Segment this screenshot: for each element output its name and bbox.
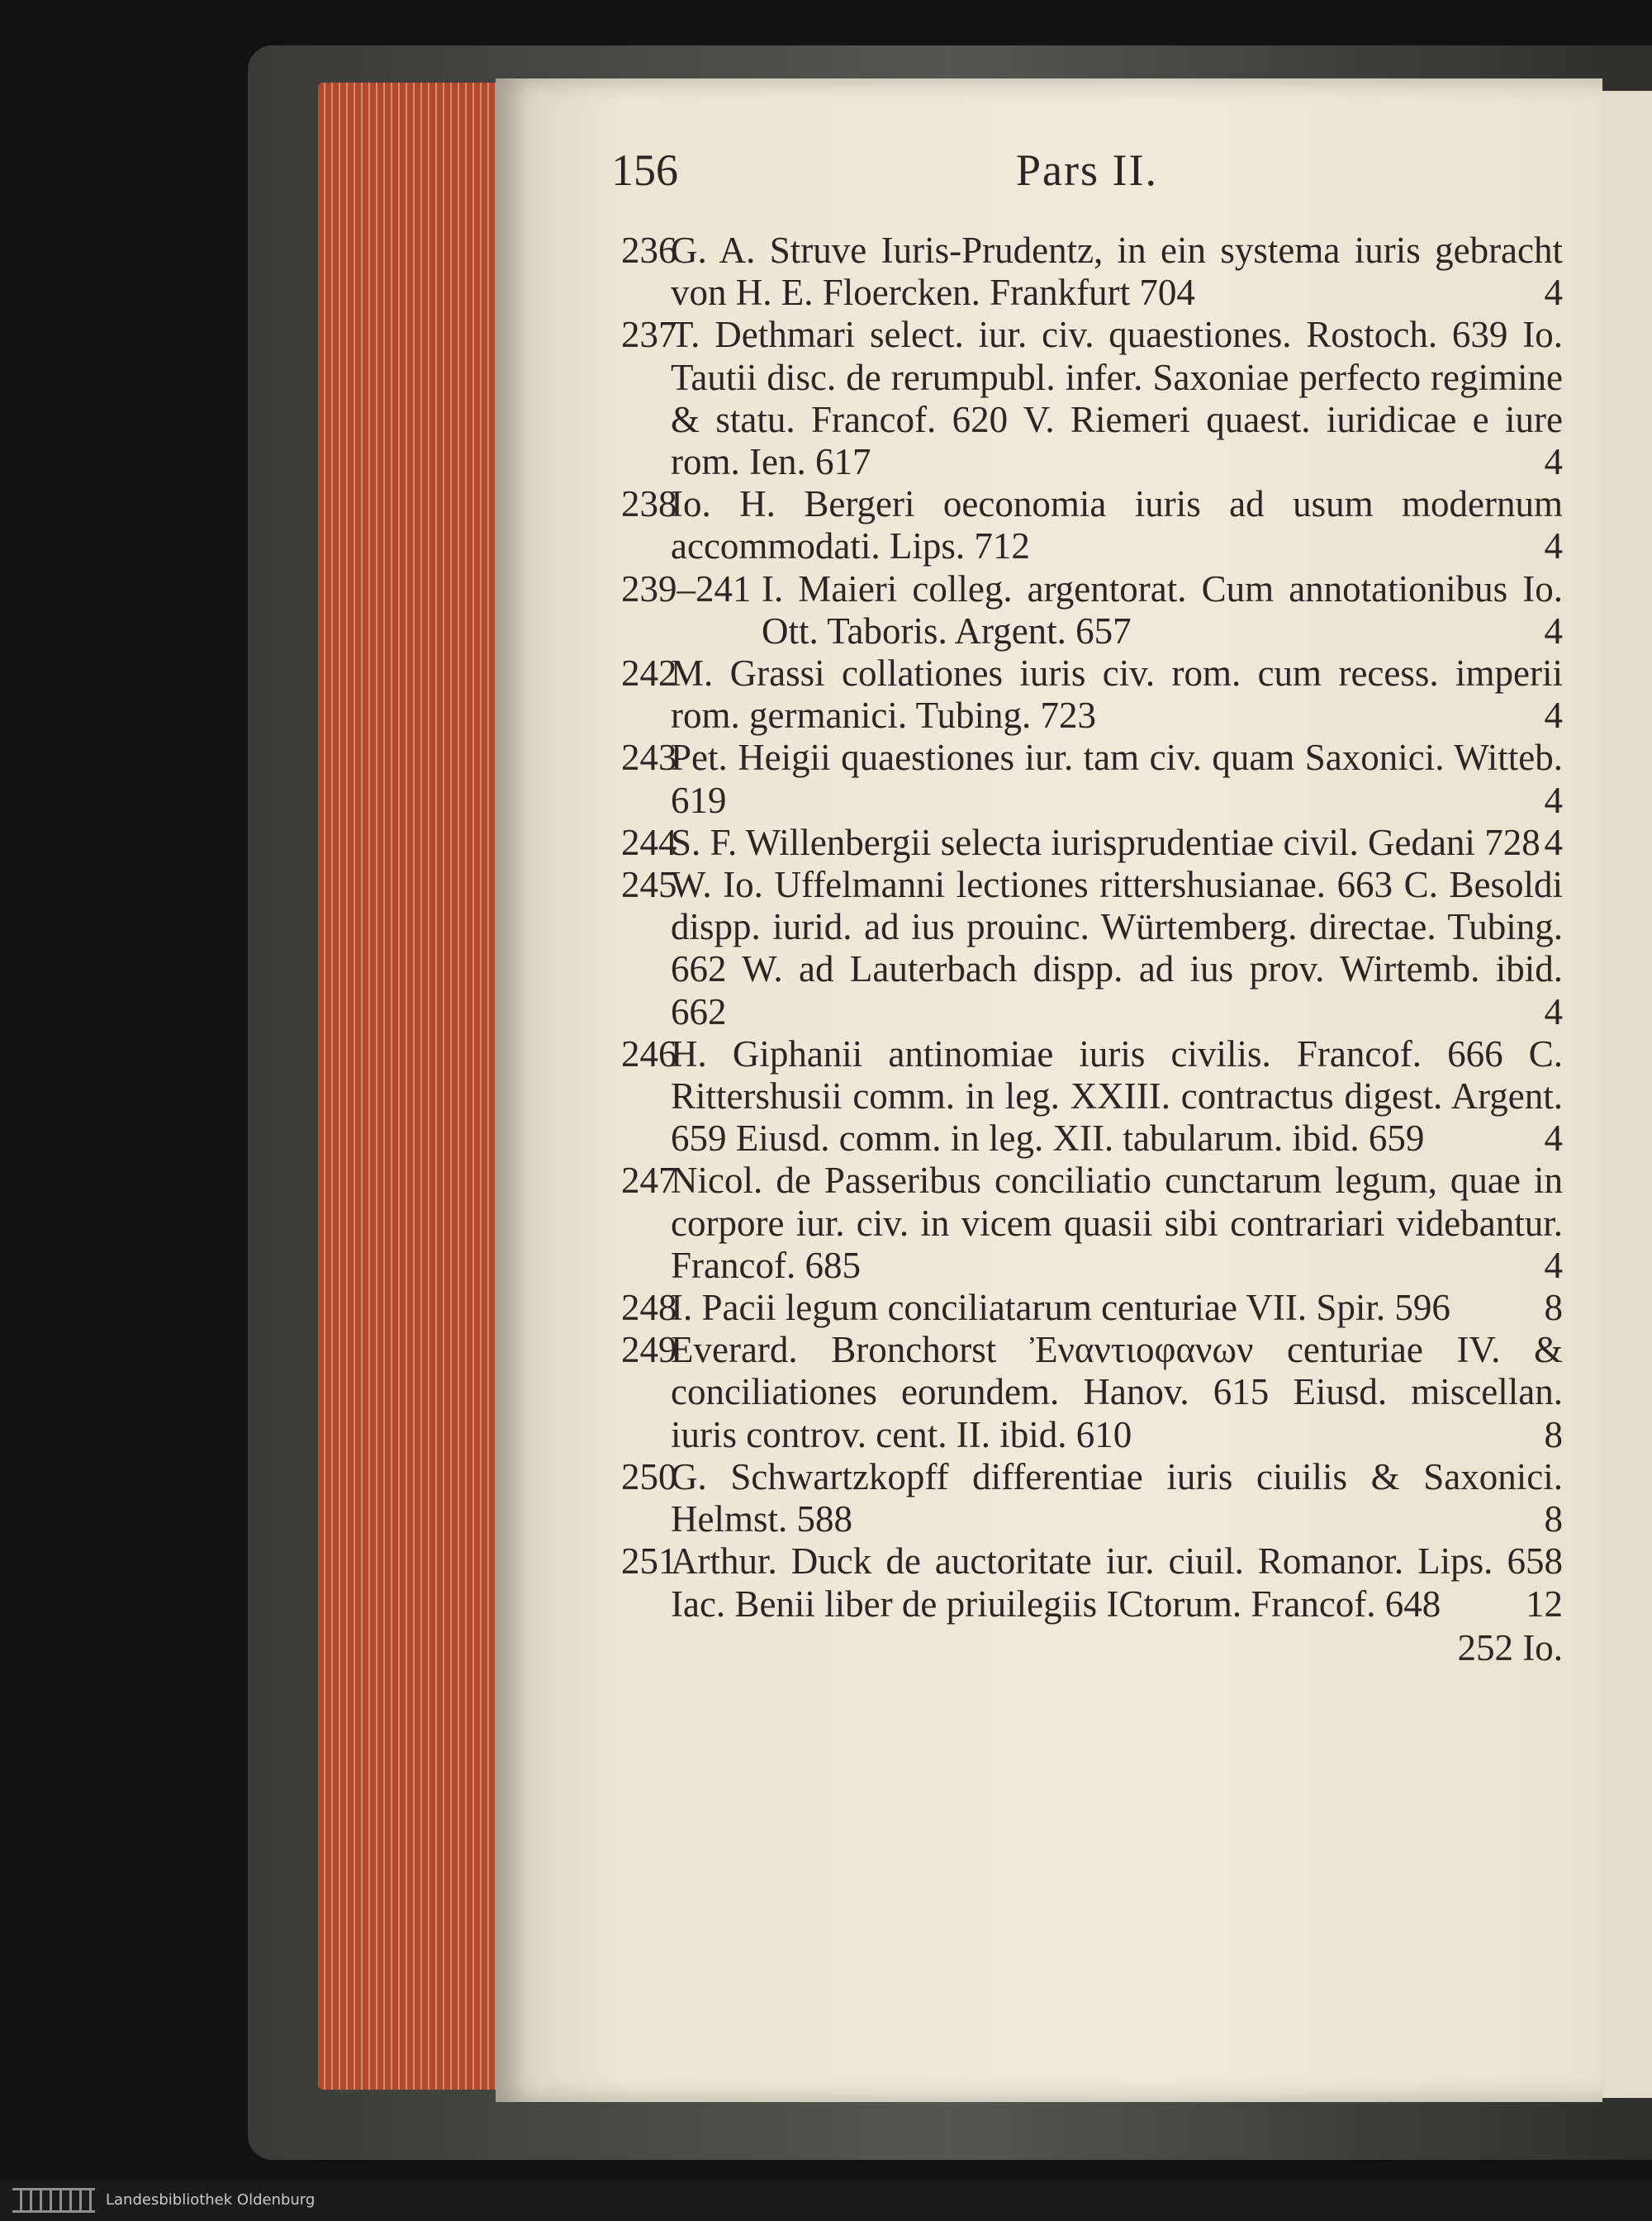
entry-number: 251 <box>621 1540 677 1583</box>
catalog-entry <box>621 737 1563 821</box>
footer-bar <box>0 2181 1652 2221</box>
entry-price: 8 <box>1544 1498 1563 1540</box>
entry-price: 4 <box>1544 441 1563 483</box>
catalog-entry <box>621 1287 1563 1329</box>
entry-number: 247 <box>621 1160 677 1202</box>
page-edges <box>318 83 516 2090</box>
entry-number: 248 <box>621 1287 677 1329</box>
entry-price: 4 <box>1544 990 1563 1032</box>
entry-text: W. Io. Uffelmanni lectiones rittershusianae. 663 C. Besoldi dispp. iurid. ad ius prouinc. Würtemberg. directae. Tubing. 662 W. ad Lauterbach dispp. ad ius prov. Wirtemb. ibid. 662 <box>671 864 1563 1032</box>
entry-number: 246 <box>621 1032 677 1075</box>
running-head: Pars II. <box>1016 145 1158 195</box>
entry-text: I. Maieri colleg. argentorat. Cum annotationibus Io. Ott. Taboris. Argent. 657 <box>762 567 1563 652</box>
catalog-entry <box>621 483 1563 567</box>
entry-price: 4 <box>1544 610 1563 652</box>
entry-number: 242 <box>621 653 677 695</box>
entry-text: Everard. Bronchorst Ἐναντιοφανων centuriae IV. & conciliationes eorundem. Hanov. 615 Eiusd. miscellan. iuris controv. cent. II. ibid. 610 <box>671 1329 1563 1455</box>
entry-text: M. Grassi collationes iuris civ. rom. cum recess. imperii rom. germanici. Tubing. 723 <box>671 653 1563 737</box>
entry-price: 4 <box>1544 272 1563 314</box>
facing-page-edge <box>1602 91 1652 2098</box>
entry-number: 249 <box>621 1329 677 1371</box>
catalog-entry <box>621 568 1563 653</box>
library-logo-icon <box>12 2188 95 2213</box>
catalog-entry <box>621 1456 1563 1540</box>
catalog-entries <box>621 230 1563 1669</box>
entry-price: 12 <box>1526 1583 1563 1625</box>
catalog-entry <box>621 864 1563 1033</box>
entry-text: Pet. Heigii quaestiones iur. tam civ. quam Saxonici. Witteb. 619 <box>671 737 1563 821</box>
entry-number: 243 <box>621 737 677 779</box>
catalog-entry <box>621 1160 1563 1287</box>
library-name: Landesbibliothek Oldenburg <box>106 2191 316 2209</box>
catalog-entry <box>621 230 1563 314</box>
entry-price: 4 <box>1544 821 1563 863</box>
catchword: 252 Io. <box>1457 1626 1563 1668</box>
page-header <box>611 145 1561 202</box>
entry-text: G. A. Struve Iuris-Prudentz, in ein systema iuris gebracht von H. E. Floercken. Frankfurt 704 <box>671 230 1563 314</box>
catalog-entry <box>621 1329 1563 1456</box>
entry-number: 244 <box>621 821 677 863</box>
entry-number: 250 <box>621 1455 677 1497</box>
entry-text: G. Schwartzkopff differentiae iuris ciuilis & Saxonici. Helmst. 588 <box>671 1455 1563 1540</box>
entry-text: Nicol. de Passeribus conciliatio cunctarum legum, quae in corpore iur. civ. in vicem quasii sibi contrariari videbantur. Francof. 685 <box>671 1160 1563 1286</box>
entry-text: Io. H. Bergeri oeconomia iuris ad usum modernum accommodati. Lips. 712 <box>671 483 1563 567</box>
page-number: 156 <box>611 145 678 195</box>
catalog-entry <box>621 653 1563 737</box>
entry-number: 237 <box>621 314 677 356</box>
entry-text: H. Giphanii antinomiae iuris civilis. Francof. 666 C. Rittershusii comm. in leg. XXIII. contractus digest. Argent. 659 Eiusd. comm. in leg. XII. tabularum. ibid. 659 <box>671 1032 1563 1160</box>
entry-text: T. Dethmari select. iur. civ. quaestiones. Rostoch. 639 Io. Tautii disc. de rerumpubl. infer. Saxoniae perfecto regimine & statu. Francof. 620 V. Riemeri quaest. iuridicae e iure rom. Ien. 617 <box>671 314 1563 483</box>
entry-price: 4 <box>1544 1244 1563 1286</box>
entry-number: 245 <box>621 864 677 906</box>
entry-text: Arthur. Duck de auctoritate iur. ciuil. Romanor. Lips. 658 Iac. Benii liber de priuilegiis ICtorum. Francof. 648 <box>671 1540 1563 1625</box>
entry-number: 239–241 <box>621 567 752 610</box>
entry-price: 4 <box>1544 779 1563 821</box>
entry-price: 8 <box>1544 1413 1563 1455</box>
entry-price: 4 <box>1544 695 1563 737</box>
entry-text: S. F. Willenbergii selecta iurisprudentiae civil. Gedani 728 <box>671 821 1540 863</box>
entry-text: I. Pacii legum conciliatarum centuriae VII. Spir. 596 <box>671 1287 1450 1329</box>
catalog-entry <box>621 822 1563 864</box>
catalog-entry <box>621 314 1563 483</box>
entry-price: 8 <box>1544 1287 1563 1329</box>
entry-number: 236 <box>621 230 677 271</box>
catalog-entry <box>621 1540 1563 1625</box>
entry-number: 238 <box>621 483 677 525</box>
entry-price: 4 <box>1544 525 1563 567</box>
catalog-entry <box>621 1033 1563 1160</box>
entry-price: 4 <box>1544 1118 1563 1160</box>
